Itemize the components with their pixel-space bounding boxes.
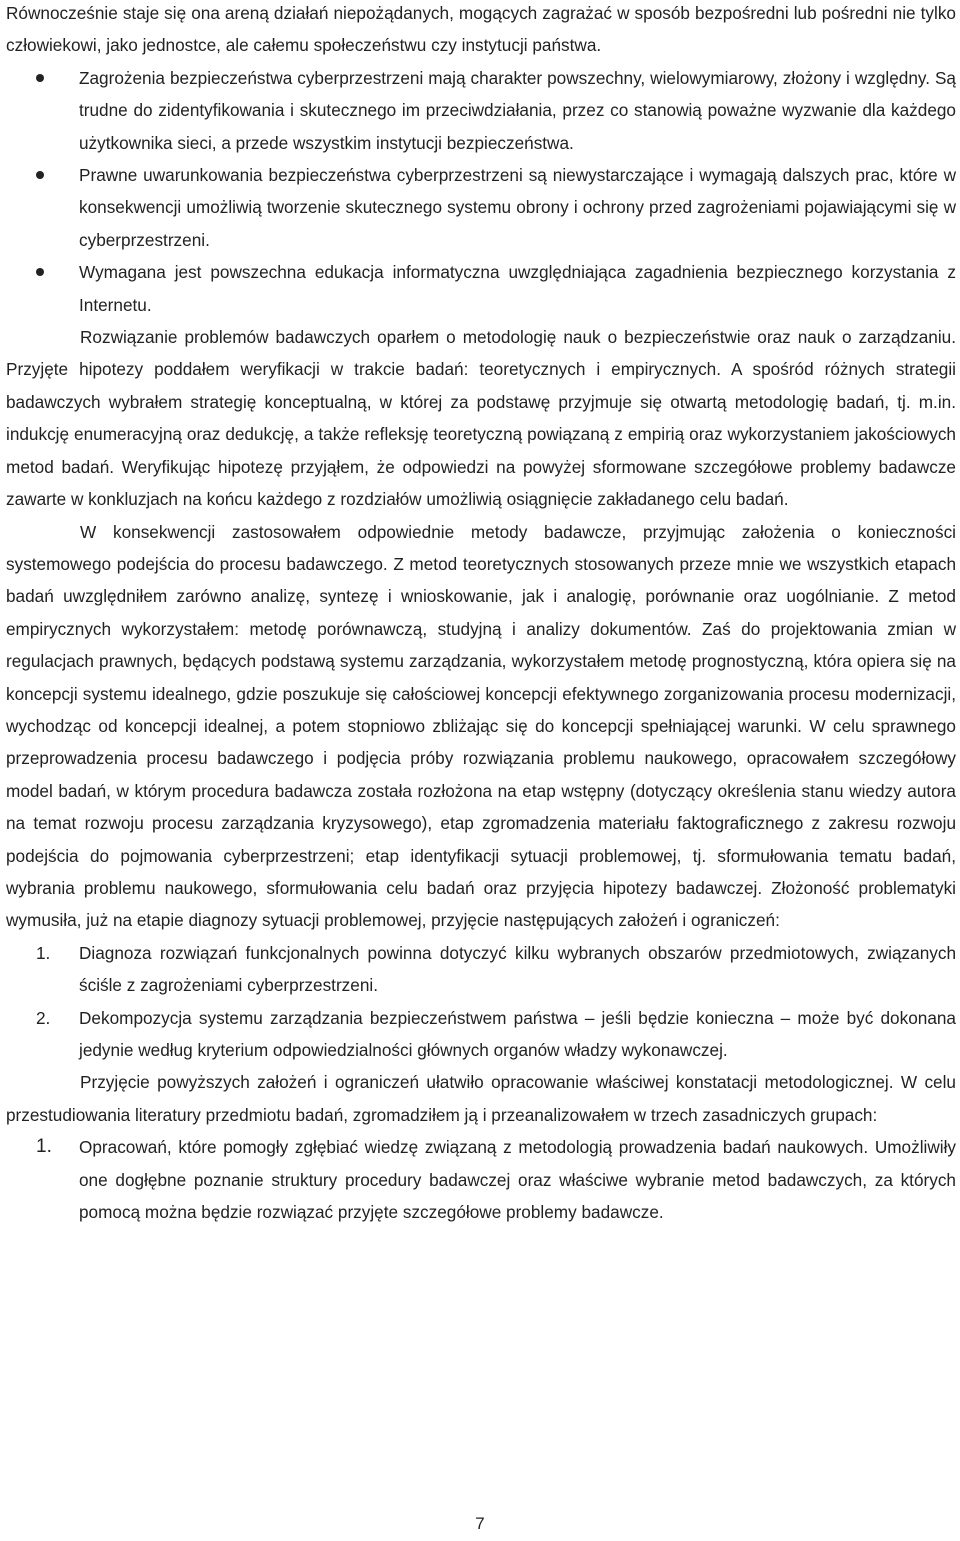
bullet-text: Prawne uwarunkowania bezpieczeństwa cyberprzestrzeni są niewystarczające i wymagają dalszych prac, które w konsekwencji umożliwią tworzenie skutecznego systemu obrony i ochrony przed zagrożeniami pojawiającymi się w cyberprzestrzeni. [79,165,956,250]
assumptions-list [6,937,956,1067]
literature-group-text: Opracowań, które pomogły zgłębiać wiedzę związaną z metodologią prowadzenia badań naukowych. Umożliwiły one dogłębne poznanie struktury procedury badawczej oraz właściwe wybranie metod badawczych, za których pomocą można będzie rozwiązać przyjęte szczegółowe problemy badawcze. [79,1137,956,1223]
assumption-text: Dekompozycja systemu zarządzania bezpieczeństwem państwa – jeśli będzie konieczna – może być dokonana jedynie według kryterium odpowiedzialności głównych organów władzy wykonawczej. [79,1007,956,1060]
assumption-item [6,1002,956,1067]
bullet-text: Zagrożenia bezpieczeństwa cyberprzestrzeni mają charakter powszechny, wielowymiarowy, złożony i względny. Są trudne do zidentyfikowania i skutecznego im przeciwdziałania, przez co stanowią poważne wyzwanie dla każdego użytkownika sieci, a przede wszystkim instytucji bezpieczeństwa. [79,67,956,153]
assumption-text: Diagnoza rozwiązań funkcjonalnych powinna dotyczyć kilku wybranych obszarów przedmiotowych, związanych ściśle z zagrożeniami cyberprzestrzeni. [79,942,956,996]
bullet-item [6,159,956,256]
page-body [6,0,956,1228]
literature-group-item [6,1131,956,1228]
bullet-icon [36,74,44,82]
list-number: 1. [36,1136,52,1158]
bullet-text: Wymagana jest powszechna edukacja informatyczna uwzględniająca zagadnienia bezpiecznego korzystania z Internetu. [79,262,956,315]
bullet-icon [36,171,44,179]
assumption-item [6,937,956,1002]
intro-continuation-paragraph: Równocześnie staje się ona areną działań niepożądanych, mogących zagrażać w sposób bezpośredni lub pośredni nie tylko człowiekowi, jako jednostce, ale całemu społeczeństwu czy instytucji państwa. [6,3,956,56]
bullet-item [6,62,956,159]
literature-paragraph: Przyjęcie powyższych założeń i ograniczeń ułatwiło opracowanie właściwej konstatacji metodologicznej. W celu przestudiowania literatury przedmiotu badań, zgromadziłem ją i przeanalizowałem w trzech zasadniczych grupach: [6,1072,956,1125]
bullet-item [6,256,956,321]
bullet-icon [36,268,44,276]
list-number: 1. [36,942,51,963]
methodology-paragraph: Rozwiązanie problemów badawczych oparłem o metodologię nauk o bezpieczeństwie oraz nauk o zarządzaniu. Przyjęte hipotezy poddałem weryfikacji w trakcie badań: teoretycznych i empirycznych. A spośród różnych strategii badawczych wybrałem strategię konceptualną, w której za podstawę przyjmuje się otwartą metodologię badań, tj. m.in. indukcję enumeracyjną oraz dedukcję, a także refleksję teoretyczną powiązaną z empirią oraz wykorzystaniem jakościowych metod badań. Weryfikując hipotezę przyjąłem, że odpowiedzi na powyżej sformowane szczegółowe problemy badawcze zawarte w konkluzjach na końcu każdego z rozdziałów umożliwią osiągnięcie zakładanego celu badań. [6,327,956,510]
conclusions-bullet-list [6,62,956,321]
list-number: 2. [36,1007,51,1028]
research-methods-paragraph: W konsekwencji zastosowałem odpowiednie metody badawcze, przyjmując założenia o konieczności systemowego podejścia do procesu badawczego. Z metod teoretycznych stosowanych przeze mnie we wszystkich etapach badań uwzględniłem zarówno analizę, syntezę i wnioskowanie, jak i analogię, porównanie oraz uogólnianie. Z metod empirycznych wykorzystałem: metodę porównawczą, studyjną i analizy dokumentów. Zaś do projektowania zmian w regulacjach prawnych, będących podstawą systemu zarządzania, wykorzystałem metodę prognostyczną, która opiera się na koncepcji systemu idealnego, gdzie poszukuje się całościowej koncepcji efektywnego zorganizowania procesu modernizacji, wychodząc od koncepcji idealnej, a potem stopniowo zbliżając się do koncepcji spełniającej warunki. W celu sprawnego przeprowadzenia procesu badawczego i podjęcia próby rozwiązania problemu naukowego, opracowałem szczegółowy model badań, w którym procedura badawcza została rozłożona na etap wstępny (dotyczący określenia stanu wiedzy autora na temat rozwoju procesu zarządzania kryzysowego), etap zgromadzenia materiału faktograficznego z zakresu rozwoju podejścia do pojmowania cyberprzestrzeni; etap identyfikacji sytuacji problemowej, tj. sformułowania tematu badań, wybrania problemu naukowego, sformułowania celu badań oraz przyjęcia hipotezy badawczej. Złożoność problematyki wymusiła, już na etapie diagnozy sytuacji problemowej, przyjęcie następujących założeń i ograniczeń: [6,521,956,931]
page-number: 7 [475,1514,485,1533]
literature-groups-list [6,1131,956,1228]
